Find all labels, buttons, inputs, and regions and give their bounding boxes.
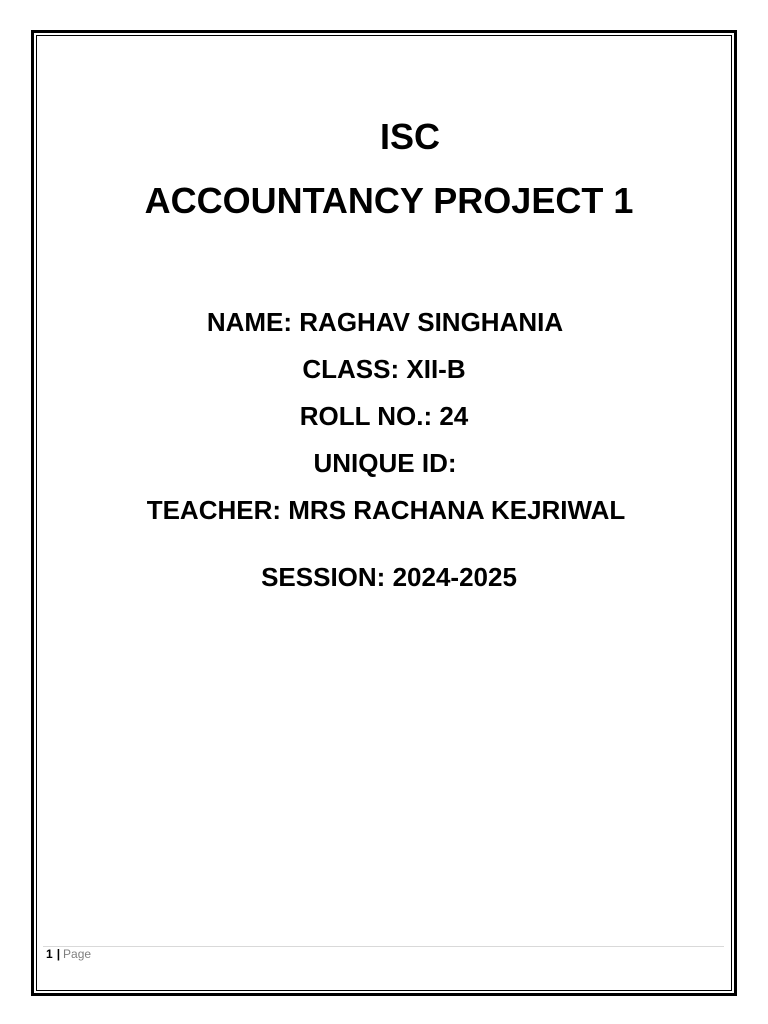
student-name: NAME: RAGHAV SINGHANIA bbox=[206, 307, 564, 337]
page-label: Page bbox=[63, 947, 92, 961]
student-class: CLASS: XII-B bbox=[302, 354, 466, 384]
roll-number: ROLL NO.: 24 bbox=[299, 401, 469, 431]
board-heading: ISC bbox=[379, 116, 440, 157]
project-title: ACCOUNTANCY PROJECT 1 bbox=[144, 180, 634, 221]
page-number: 1 bbox=[46, 947, 53, 961]
unique-id: UNIQUE ID: bbox=[313, 448, 457, 478]
footer-separator: | bbox=[56, 947, 61, 961]
teacher-name: TEACHER: MRS RACHANA KEJRIWAL bbox=[146, 495, 626, 525]
session: SESSION: 2024-2025 bbox=[261, 562, 517, 592]
page-footer bbox=[46, 947, 91, 961]
footer-rule bbox=[43, 946, 724, 947]
